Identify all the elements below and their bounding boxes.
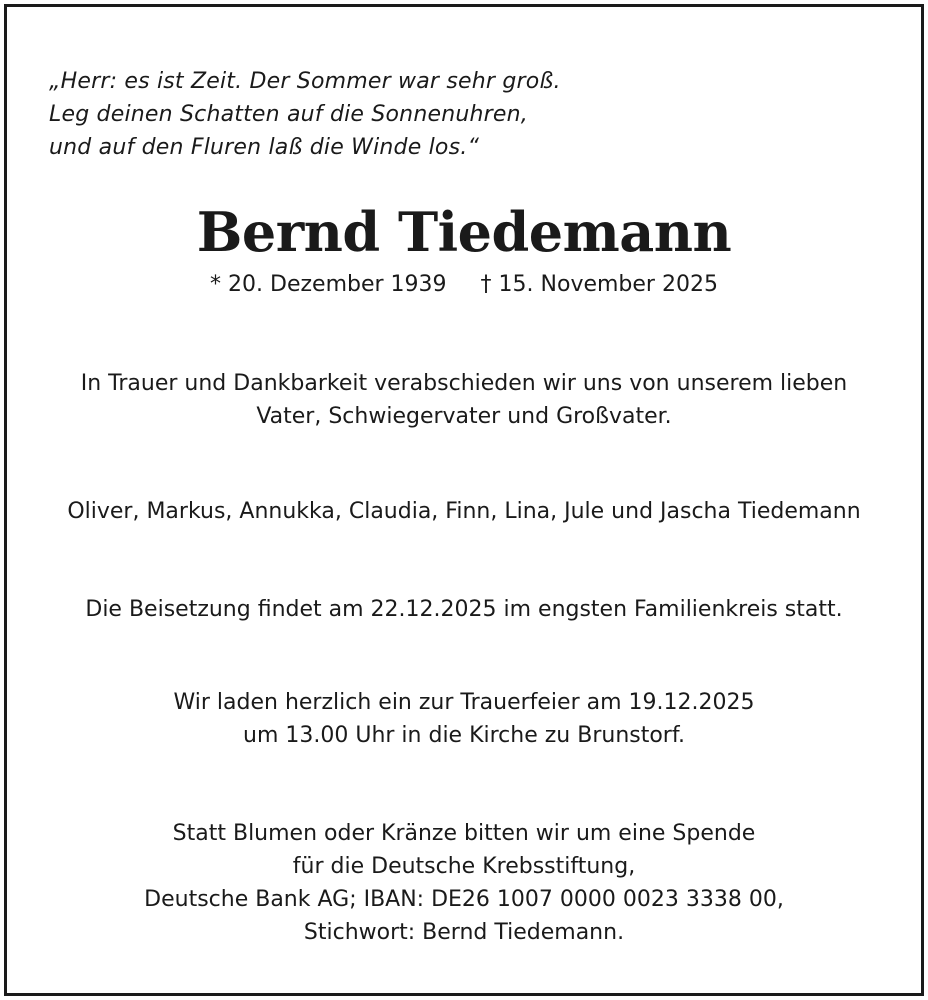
donation-request — [7, 817, 921, 949]
invitation-line: um 13.00 Uhr in die Kirche zu Brunstorf. — [243, 723, 685, 748]
donation-line: Deutsche Bank AG; IBAN: DE26 1007 0000 0023 3338 00, — [144, 887, 784, 912]
mourning-text — [7, 367, 921, 433]
life-dates — [7, 269, 921, 301]
obituary-frame — [4, 4, 924, 996]
quote-line: „Herr: es ist Zeit. Der Sommer war sehr groß. — [49, 69, 561, 94]
burial-notice: Die Beisetzung findet am 22.12.2025 im engsten Familienkreis statt. — [85, 597, 843, 622]
mourning-line: In Trauer und Dankbarkeit verabschieden wir uns von unserem lieben — [80, 371, 848, 396]
quote-line: und auf den Fluren laß die Winde los.“ — [49, 135, 480, 160]
donation-line: für die Deutsche Krebsstiftung, — [292, 854, 636, 879]
funeral-invitation — [7, 686, 921, 752]
donation-line: Statt Blumen oder Kränze bitten wir um eine Spende — [172, 821, 756, 846]
death-date: † 15. November 2025 — [480, 272, 718, 297]
poem-quote — [49, 65, 561, 164]
invitation-line: Wir laden herzlich ein zur Trauerfeier am 19.12.2025 — [173, 690, 755, 715]
deceased-name: Bernd Tiedemann — [196, 200, 732, 264]
mourning-line: Vater, Schwiegervater und Großvater. — [256, 404, 672, 429]
donation-line: Stichwort: Bernd Tiedemann. — [303, 920, 625, 945]
quote-line: Leg deinen Schatten auf die Sonnenuhren, — [49, 102, 528, 127]
birth-date: * 20. Dezember 1939 — [210, 272, 447, 297]
family-names: Oliver, Markus, Annukka, Claudia, Finn, Lina, Jule und Jascha Tiedemann — [67, 499, 861, 524]
